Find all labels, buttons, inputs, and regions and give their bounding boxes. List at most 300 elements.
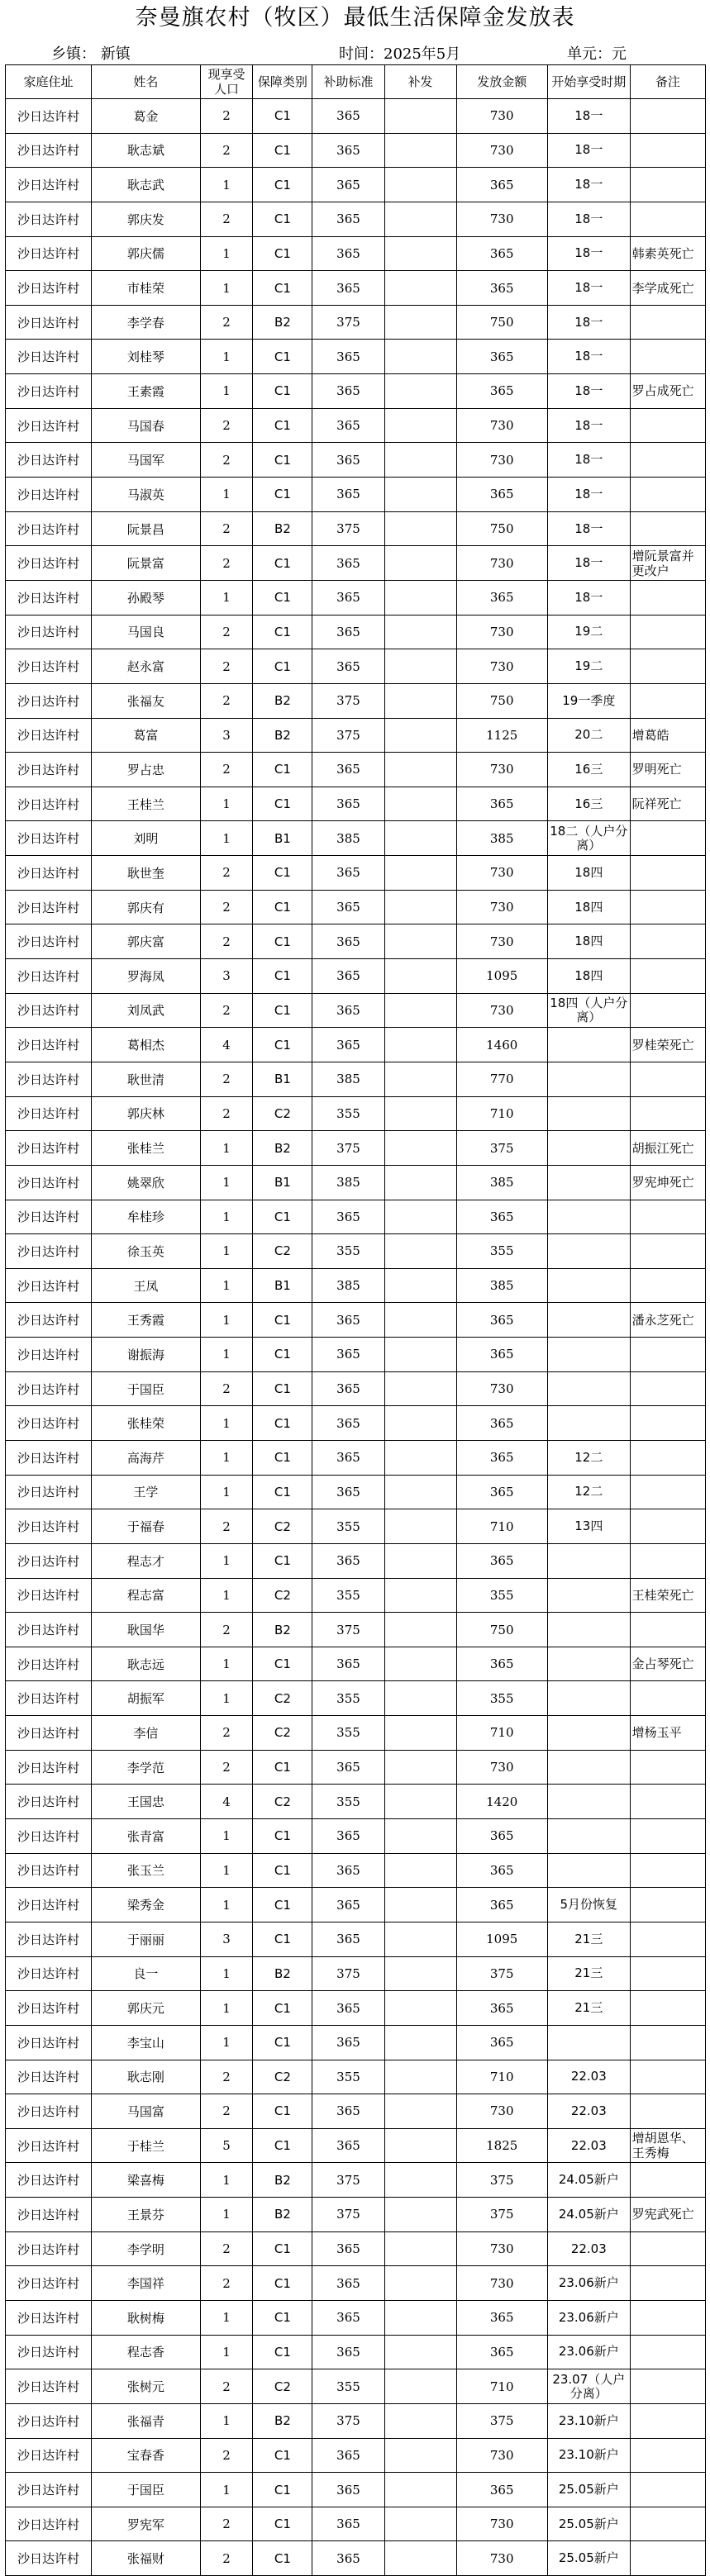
table-row [6, 1234, 706, 1269]
cell-people: 1 [200, 1338, 253, 1372]
cell-people: 1 [200, 1268, 253, 1303]
cell-amount: 710 [456, 1716, 547, 1751]
cell-standard: 375 [312, 511, 384, 546]
cell-address: 沙日达许村 [6, 133, 92, 168]
cell-people: 2 [200, 993, 253, 1028]
cell-backpay [384, 1475, 456, 1509]
cell-people: 1 [200, 1681, 253, 1716]
cell-start-period [547, 1785, 630, 1819]
table-row [6, 2266, 706, 2301]
cell-people: 1 [200, 1647, 253, 1681]
header-start-period: 开始享受时期 [547, 65, 630, 99]
cell-amount: 750 [456, 683, 547, 718]
cell-start-period: 25.05新户 [547, 2541, 630, 2576]
cell-amount: 365 [456, 2473, 547, 2507]
cell-category: C1 [253, 168, 312, 202]
cell-amount: 730 [456, 99, 547, 134]
table-row [6, 1303, 706, 1338]
cell-start-period [547, 1681, 630, 1716]
cell-people: 1 [200, 2403, 253, 2438]
cell-people: 2 [200, 1716, 253, 1751]
cell-remarks [630, 1509, 705, 1544]
cell-start-period: 22.03 [547, 2094, 630, 2129]
cell-start-period: 18四 [547, 959, 630, 994]
cell-remarks [630, 993, 705, 1028]
cell-start-period: 12二 [547, 1475, 630, 1509]
cell-people: 2 [200, 2060, 253, 2094]
cell-category: C1 [253, 99, 312, 134]
cell-start-period [547, 1853, 630, 1888]
cell-standard: 365 [312, 168, 384, 202]
table-row [6, 1062, 706, 1096]
cell-name: 李学范 [92, 1750, 201, 1785]
cell-people: 1 [200, 787, 253, 821]
cell-amount: 710 [456, 2369, 547, 2404]
cell-category: B2 [253, 1613, 312, 1647]
cell-address: 沙日达许村 [6, 1681, 92, 1716]
cell-standard: 375 [312, 683, 384, 718]
cell-amount: 365 [456, 1543, 547, 1578]
cell-address: 沙日达许村 [6, 1647, 92, 1681]
table-row [6, 1578, 706, 1613]
cell-amount: 730 [456, 546, 547, 581]
cell-address: 沙日达许村 [6, 856, 92, 891]
cell-category: C2 [253, 1096, 312, 1131]
cell-amount: 365 [456, 1200, 547, 1234]
cell-people: 1 [200, 1165, 253, 1200]
cell-standard: 365 [312, 443, 384, 478]
cell-address: 沙日达许村 [6, 1956, 92, 1991]
cell-standard: 365 [312, 1853, 384, 1888]
cell-standard: 355 [312, 2060, 384, 2094]
cell-start-period: 18一 [547, 202, 630, 236]
cell-address: 沙日达许村 [6, 2507, 92, 2541]
cell-people: 1 [200, 821, 253, 856]
cell-standard: 355 [312, 2369, 384, 2404]
cell-start-period [547, 1096, 630, 1131]
cell-standard: 365 [312, 1750, 384, 1785]
cell-name: 胡振军 [92, 1681, 201, 1716]
cell-name: 程志富 [92, 1578, 201, 1613]
cell-category: C1 [253, 2541, 312, 2576]
cell-remarks [630, 478, 705, 512]
cell-remarks [630, 1234, 705, 1269]
cell-people: 2 [200, 305, 253, 340]
cell-standard: 385 [312, 821, 384, 856]
cell-category: C1 [253, 1200, 312, 1234]
cell-name: 牟桂珍 [92, 1200, 201, 1234]
cell-amount: 770 [456, 1062, 547, 1096]
cell-category: C1 [253, 1888, 312, 1922]
cell-name: 马淑英 [92, 478, 201, 512]
cell-address: 沙日达许村 [6, 2094, 92, 2129]
cell-name: 于丽丽 [92, 1922, 201, 1956]
table-row [6, 1922, 706, 1956]
cell-address: 沙日达许村 [6, 168, 92, 202]
cell-standard: 365 [312, 1991, 384, 2026]
cell-category: B2 [253, 2198, 312, 2232]
cell-backpay [384, 2507, 456, 2541]
cell-remarks [630, 2403, 705, 2438]
table-row [6, 1440, 706, 1475]
cell-name: 张桂荣 [92, 1406, 201, 1441]
cell-standard: 365 [312, 340, 384, 374]
cell-name: 李学明 [92, 2231, 201, 2266]
cell-standard: 365 [312, 615, 384, 649]
header-remarks: 备注 [630, 65, 705, 99]
cell-amount: 365 [456, 340, 547, 374]
cell-address: 沙日达许村 [6, 2369, 92, 2404]
cell-people: 1 [200, 1406, 253, 1441]
cell-address: 沙日达许村 [6, 443, 92, 478]
cell-category: B1 [253, 1165, 312, 1200]
cell-start-period: 18一 [547, 305, 630, 340]
cell-remarks [630, 2266, 705, 2301]
cell-backpay [384, 924, 456, 959]
cell-address: 沙日达许村 [6, 2163, 92, 2198]
cell-address: 沙日达许村 [6, 1716, 92, 1751]
cell-category: C1 [253, 1853, 312, 1888]
cell-category: C1 [253, 2335, 312, 2369]
cell-address: 沙日达许村 [6, 1062, 92, 1096]
cell-amount: 730 [456, 753, 547, 787]
cell-amount: 365 [456, 1647, 547, 1681]
cell-people: 2 [200, 753, 253, 787]
cell-address: 沙日达许村 [6, 2198, 92, 2232]
cell-people: 2 [200, 649, 253, 684]
cell-category: C1 [253, 649, 312, 684]
cell-remarks [630, 1406, 705, 1441]
table-row [6, 1200, 706, 1234]
cell-name: 宝春香 [92, 2438, 201, 2473]
cell-address: 沙日达许村 [6, 1165, 92, 1200]
table-row [6, 856, 706, 891]
cell-backpay [384, 2060, 456, 2094]
cell-category: C1 [253, 1819, 312, 1854]
cell-name: 郭庆有 [92, 890, 201, 924]
cell-address: 沙日达许村 [6, 615, 92, 649]
cell-standard: 365 [312, 374, 384, 409]
cell-name: 耿志斌 [92, 133, 201, 168]
cell-start-period: 23.10新户 [547, 2438, 630, 2473]
cell-standard: 365 [312, 2541, 384, 2576]
cell-name: 耿志远 [92, 1647, 201, 1681]
cell-remarks [630, 580, 705, 615]
cell-backpay [384, 1165, 456, 1200]
cell-standard: 365 [312, 1475, 384, 1509]
cell-name: 罗海凤 [92, 959, 201, 994]
cell-standard: 365 [312, 236, 384, 271]
cell-remarks [630, 615, 705, 649]
cell-standard: 385 [312, 1165, 384, 1200]
cell-standard: 355 [312, 1785, 384, 1819]
cell-amount: 730 [456, 649, 547, 684]
cell-start-period [547, 1268, 630, 1303]
cell-address: 沙日达许村 [6, 2438, 92, 2473]
cell-category: B1 [253, 1268, 312, 1303]
cell-name: 梁秀金 [92, 1888, 201, 1922]
page-title: 奈曼旗农村（牧区）最低生活保障金发放表 [135, 5, 575, 31]
cell-address: 沙日达许村 [6, 649, 92, 684]
cell-name: 郭庆发 [92, 202, 201, 236]
cell-remarks [630, 1853, 705, 1888]
cell-name: 李宝山 [92, 2025, 201, 2060]
cell-backpay [384, 546, 456, 581]
cell-address: 沙日达许村 [6, 1819, 92, 1854]
cell-amount: 365 [456, 1303, 547, 1338]
cell-start-period: 18一 [547, 478, 630, 512]
cell-backpay [384, 1750, 456, 1785]
cell-standard: 365 [312, 271, 384, 306]
cell-remarks [630, 2060, 705, 2094]
cell-start-period [547, 1338, 630, 1372]
cell-backpay [384, 1406, 456, 1441]
table-row [6, 1131, 706, 1166]
cell-start-period [547, 1578, 630, 1613]
cell-backpay [384, 1303, 456, 1338]
table-row [6, 1543, 706, 1578]
cell-amount: 730 [456, 133, 547, 168]
cell-category: C1 [253, 2473, 312, 2507]
cell-name: 刘桂琴 [92, 340, 201, 374]
cell-category: C1 [253, 2025, 312, 2060]
header-people: 现享受人口 [200, 65, 253, 99]
cell-remarks [630, 1819, 705, 1854]
cell-category: B2 [253, 1956, 312, 1991]
cell-name: 徐玉英 [92, 1234, 201, 1269]
cell-address: 沙日达许村 [6, 1338, 92, 1372]
cell-name: 耿世奎 [92, 856, 201, 891]
cell-start-period: 20二 [547, 718, 630, 753]
cell-backpay [384, 305, 456, 340]
table-row [6, 924, 706, 959]
cell-name: 马国富 [92, 2094, 201, 2129]
header-amount: 发放金额 [456, 65, 547, 99]
cell-backpay [384, 236, 456, 271]
cell-remarks: 罗宪坤死亡 [630, 1165, 705, 1200]
cell-backpay [384, 753, 456, 787]
cell-people: 1 [200, 1475, 253, 1509]
cell-people: 2 [200, 99, 253, 134]
table-row [6, 718, 706, 753]
cell-backpay [384, 2128, 456, 2163]
cell-remarks [630, 168, 705, 202]
table-row [6, 1750, 706, 1785]
table-row [6, 2163, 706, 2198]
header-address: 家庭住址 [6, 65, 92, 99]
table-row [6, 1338, 706, 1372]
cell-remarks [630, 1888, 705, 1922]
cell-remarks [630, 1991, 705, 2026]
cell-amount: 710 [456, 2060, 547, 2094]
cell-amount: 730 [456, 2541, 547, 2576]
cell-amount: 365 [456, 168, 547, 202]
cell-category: C1 [253, 340, 312, 374]
cell-remarks [630, 2473, 705, 2507]
cell-address: 沙日达许村 [6, 718, 92, 753]
cell-standard: 365 [312, 753, 384, 787]
cell-name: 于国臣 [92, 1371, 201, 1406]
cell-remarks: 王桂荣死亡 [630, 1578, 705, 1613]
cell-amount: 730 [456, 1750, 547, 1785]
cell-name: 耿世清 [92, 1062, 201, 1096]
cell-amount: 1420 [456, 1785, 547, 1819]
cell-amount: 365 [456, 1819, 547, 1854]
cell-category: C1 [253, 546, 312, 581]
cell-backpay [384, 1647, 456, 1681]
cell-start-period: 18一 [547, 99, 630, 134]
cell-backpay [384, 443, 456, 478]
cell-backpay [384, 202, 456, 236]
table-row [6, 2094, 706, 2129]
cell-remarks [630, 683, 705, 718]
cell-name: 王国忠 [92, 1785, 201, 1819]
table-row [6, 133, 706, 168]
table-meta [0, 36, 710, 64]
cell-standard: 375 [312, 718, 384, 753]
cell-people: 2 [200, 202, 253, 236]
cell-people: 2 [200, 2094, 253, 2129]
cell-name: 高海芹 [92, 1440, 201, 1475]
cell-standard: 365 [312, 787, 384, 821]
cell-standard: 355 [312, 1681, 384, 1716]
cell-standard: 355 [312, 1096, 384, 1131]
cell-name: 刘凤武 [92, 993, 201, 1028]
cell-category: C1 [253, 1338, 312, 1372]
cell-category: C1 [253, 1303, 312, 1338]
table-row [6, 2438, 706, 2473]
cell-people: 1 [200, 340, 253, 374]
cell-category: C1 [253, 2128, 312, 2163]
cell-backpay [384, 959, 456, 994]
cell-people: 2 [200, 856, 253, 891]
cell-people: 1 [200, 374, 253, 409]
cell-address: 沙日达许村 [6, 2266, 92, 2301]
cell-remarks [630, 2541, 705, 2576]
cell-amount: 355 [456, 1234, 547, 1269]
table-row [6, 1785, 706, 1819]
cell-start-period: 16三 [547, 787, 630, 821]
cell-amount: 1095 [456, 1922, 547, 1956]
cell-start-period [547, 1062, 630, 1096]
cell-people: 5 [200, 2128, 253, 2163]
cell-start-period: 25.05新户 [547, 2507, 630, 2541]
table-row [6, 1681, 706, 1716]
cell-category: C1 [253, 2094, 312, 2129]
cell-people: 2 [200, 1613, 253, 1647]
cell-remarks: 罗桂荣死亡 [630, 1028, 705, 1062]
cell-standard: 365 [312, 2301, 384, 2336]
cell-start-period: 18一 [547, 236, 630, 271]
cell-backpay [384, 133, 456, 168]
table-row [6, 408, 706, 443]
cell-remarks: 增杨玉平 [630, 1716, 705, 1751]
cell-address: 沙日达许村 [6, 787, 92, 821]
cell-address: 沙日达许村 [6, 1303, 92, 1338]
cell-address: 沙日达许村 [6, 1475, 92, 1509]
cell-backpay [384, 1096, 456, 1131]
cell-address: 沙日达许村 [6, 1131, 92, 1166]
cell-people: 2 [200, 1750, 253, 1785]
cell-standard: 385 [312, 1062, 384, 1096]
table-row [6, 2128, 706, 2163]
table-row [6, 1888, 706, 1922]
cell-start-period: 18一 [547, 374, 630, 409]
cell-backpay [384, 1028, 456, 1062]
cell-people: 1 [200, 271, 253, 306]
cell-category: C1 [253, 478, 312, 512]
table-row [6, 1819, 706, 1854]
cell-backpay [384, 580, 456, 615]
cell-start-period [547, 1234, 630, 1269]
table-row [6, 1165, 706, 1200]
cell-start-period: 23.10新户 [547, 2403, 630, 2438]
cell-start-period: 22.03 [547, 2060, 630, 2094]
table-row [6, 1509, 706, 1544]
table-row [6, 1647, 706, 1681]
table-row [6, 340, 706, 374]
cell-address: 沙日达许村 [6, 340, 92, 374]
cell-standard: 365 [312, 1922, 384, 1956]
table-row [6, 1268, 706, 1303]
cell-address: 沙日达许村 [6, 2473, 92, 2507]
cell-people: 2 [200, 615, 253, 649]
cell-standard: 365 [312, 924, 384, 959]
cell-start-period: 18四 [547, 890, 630, 924]
cell-people: 2 [200, 2369, 253, 2404]
cell-backpay [384, 821, 456, 856]
cell-people: 1 [200, 1853, 253, 1888]
cell-remarks [630, 1200, 705, 1234]
header-backpay: 补发 [384, 65, 456, 99]
cell-people: 1 [200, 236, 253, 271]
cell-name: 李信 [92, 1716, 201, 1751]
cell-start-period: 24.05新户 [547, 2163, 630, 2198]
cell-address: 沙日达许村 [6, 2231, 92, 2266]
cell-start-period [547, 2025, 630, 2060]
cell-backpay [384, 1956, 456, 1991]
cell-start-period: 16三 [547, 753, 630, 787]
cell-start-period: 18一 [547, 271, 630, 306]
cell-category: C2 [253, 2060, 312, 2094]
cell-backpay [384, 1888, 456, 1922]
table-row [6, 236, 706, 271]
cell-category: C1 [253, 408, 312, 443]
cell-standard: 365 [312, 1406, 384, 1441]
cell-standard: 365 [312, 202, 384, 236]
cell-amount: 750 [456, 1613, 547, 1647]
cell-start-period [547, 1131, 630, 1166]
cell-backpay [384, 1991, 456, 2026]
table-row [6, 168, 706, 202]
cell-standard: 365 [312, 1888, 384, 1922]
cell-category: C1 [253, 1543, 312, 1578]
cell-name: 阮景富 [92, 546, 201, 581]
table-row [6, 2541, 706, 2576]
cell-amount: 365 [456, 1338, 547, 1372]
cell-people: 1 [200, 1131, 253, 1166]
cell-category: C1 [253, 1750, 312, 1785]
table-row [6, 1613, 706, 1647]
cell-name: 葛金 [92, 99, 201, 134]
cell-start-period: 25.05新户 [547, 2473, 630, 2507]
cell-category: C1 [253, 890, 312, 924]
cell-standard: 365 [312, 1440, 384, 1475]
cell-address: 沙日达许村 [6, 2301, 92, 2336]
cell-category: C1 [253, 374, 312, 409]
subsidy-table [5, 64, 706, 2576]
cell-name: 郭庆儒 [92, 236, 201, 271]
